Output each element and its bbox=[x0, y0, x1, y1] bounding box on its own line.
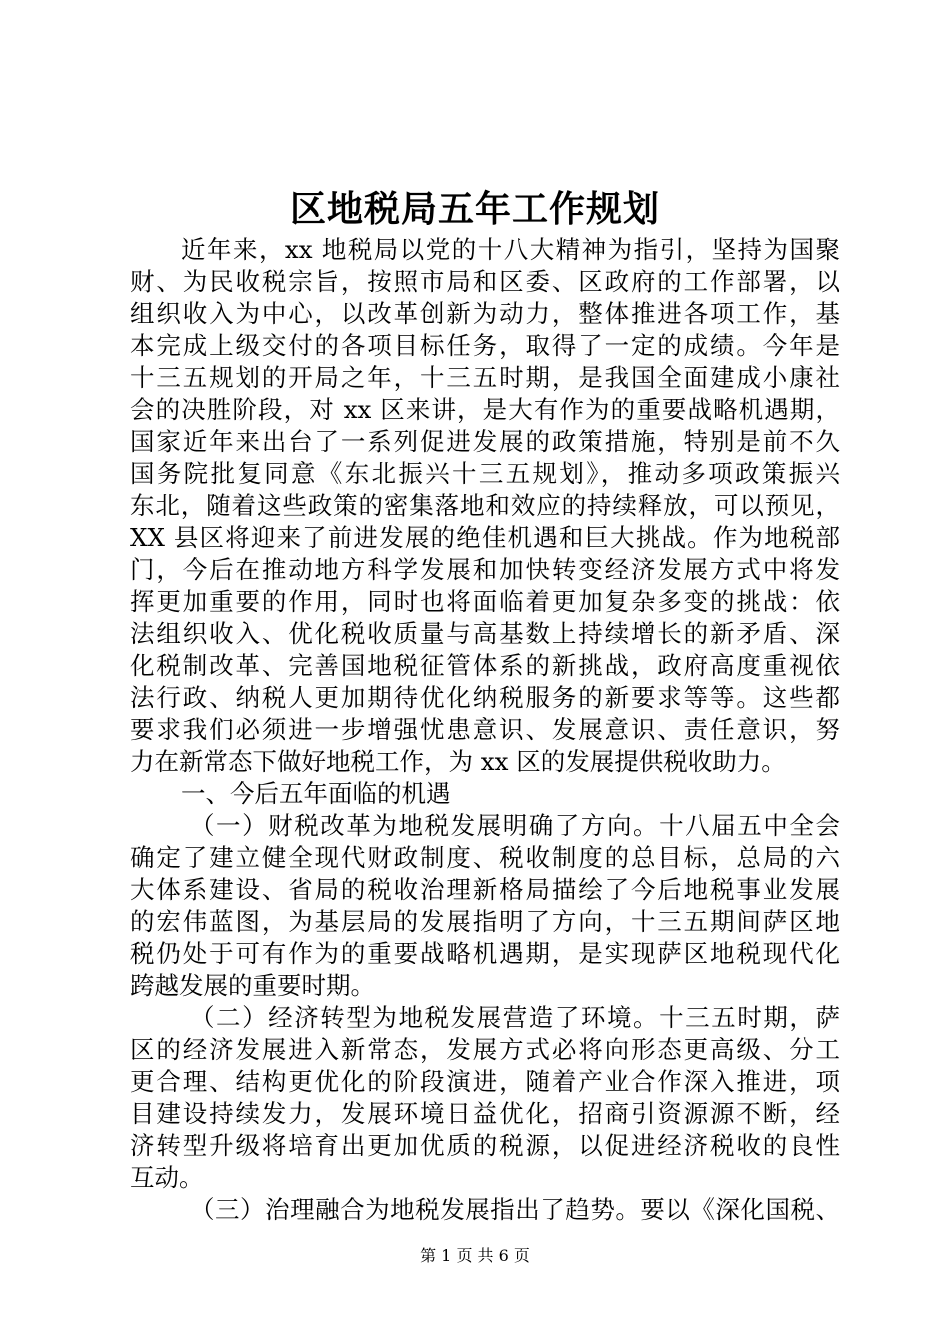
document-body bbox=[130, 234, 840, 1226]
paragraph-line: 法行政、纳税人更加期待优化纳税服务的新要求等等。这些都 bbox=[130, 683, 840, 712]
paragraph-line: 近年来，xx 地税局以党的十八大精神为指引，坚持为国聚 bbox=[181, 235, 840, 264]
paragraph-line: 本完成上级交付的各项目标任务，取得了一定的成绩。今年是 bbox=[130, 331, 840, 360]
paragraph-line: 力在新常态下做好地税工作，为 xx 区的发展提供税收助力。 bbox=[130, 747, 786, 776]
paragraph-line: 大体系建设、省局的税收治理新格局描绘了今后地税事业发展 bbox=[130, 875, 840, 904]
paragraph-line: 化税制改革、完善国地税征管体系的新挑战，政府高度重视依 bbox=[130, 651, 840, 680]
document-title: 区地税局五年工作规划 bbox=[289, 188, 660, 230]
paragraph-line: （三）治理融合为地税发展指出了趋势。要以《深化国税、 bbox=[190, 1195, 840, 1224]
paragraph-line: 税仍处于可有作为的重要战略机遇期，是实现萨区地税现代化 bbox=[130, 939, 840, 968]
page-footer: 第 1 页 共 6 页 bbox=[420, 1246, 530, 1265]
paragraph-line: （二）经济转型为地税发展营造了环境。十三五时期，萨 bbox=[190, 1003, 840, 1032]
section-heading: 一、今后五年面临的机遇 bbox=[181, 779, 451, 808]
paragraph-line: 确定了建立健全现代财政制度、税收制度的总目标，总局的六 bbox=[130, 843, 840, 872]
paragraph-line: 要求我们必须进一步增强忧患意识、发展意识、责任意识，努 bbox=[130, 715, 840, 744]
paragraph-line: 济转型升级将培育出更加优质的税源，以促进经济税收的良性 bbox=[130, 1131, 840, 1160]
paragraph-line: 跨越发展的重要时期。 bbox=[130, 971, 375, 1000]
paragraph-line: 十三五规划的开局之年，十三五时期，是我国全面建成小康社 bbox=[130, 363, 840, 392]
paragraph-line: 法组织收入、优化税收质量与高基数上持续增长的新矛盾、深 bbox=[130, 619, 840, 648]
paragraph-line: 国家近年来出台了一系列促进发展的政策措施，特别是前不久 bbox=[130, 427, 840, 456]
paragraph-line: 会的决胜阶段，对 xx 区来讲，是大有作为的重要战略机遇期， bbox=[130, 395, 840, 424]
paragraph-line: 财、为民收税宗旨，按照市局和区委、区政府的工作部署，以 bbox=[130, 267, 840, 296]
paragraph-line: 东北，随着这些政策的密集落地和效应的持续释放，可以预见， bbox=[130, 491, 840, 520]
paragraph-line: （一）财税改革为地税发展明确了方向。十八届五中全会 bbox=[190, 811, 840, 840]
paragraph-line: 挥更加重要的作用，同时也将面临着更加复杂多变的挑战：依 bbox=[130, 587, 840, 616]
paragraph-line: 门，今后在推动地方科学发展和加快转变经济发展方式中将发 bbox=[130, 555, 840, 584]
paragraph-line: 的宏伟蓝图，为基层局的发展指明了方向，十三五期间萨区地 bbox=[130, 907, 840, 936]
paragraph-line: 组织收入为中心，以改革创新为动力，整体推进各项工作，基 bbox=[130, 299, 840, 328]
paragraph-line: 更合理、结构更优化的阶段演进，随着产业合作深入推进，项 bbox=[130, 1067, 840, 1096]
paragraph-line: 区的经济发展进入新常态，发展方式必将向形态更高级、分工 bbox=[130, 1035, 840, 1064]
paragraph-line: 互动。 bbox=[130, 1163, 204, 1192]
paragraph-line: 国务院批复同意《东北振兴十三五规划》，推动多项政策振兴 bbox=[130, 459, 840, 488]
paragraph-line: 目建设持续发力，发展环境日益优化，招商引资源源不断，经 bbox=[130, 1099, 840, 1128]
paragraph-line: XX 县区将迎来了前进发展的绝佳机遇和巨大挑战。作为地税部 bbox=[130, 523, 840, 552]
